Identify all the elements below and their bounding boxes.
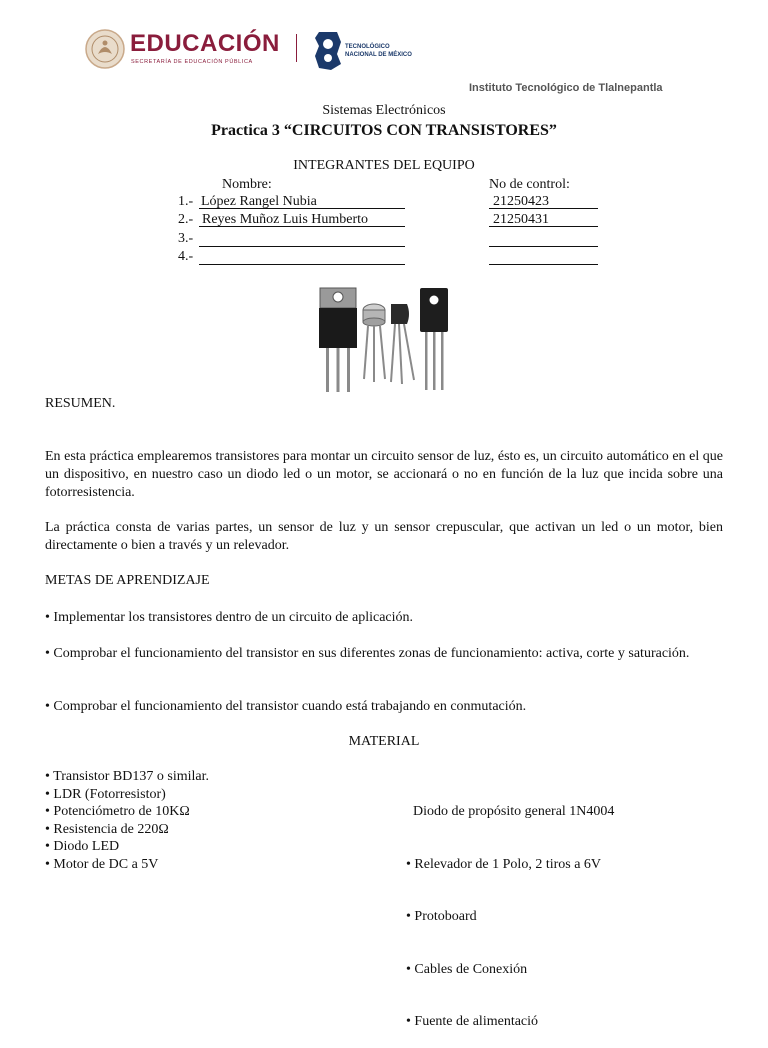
material-item: • Transistor BD137 o similar. xyxy=(45,769,209,784)
member-control: 21250431 xyxy=(489,212,598,227)
resumen-paragraph-2: La práctica consta de varias partes, un sensor de luz y un sensor crepuscular, que activan un led o un motor, bien directamente o bien a través y un relevador. xyxy=(45,520,723,553)
member-name: Reyes Muñoz Luis Humberto xyxy=(199,212,405,227)
sep-logo xyxy=(84,26,284,74)
logo-text: EDUCACIÓN xyxy=(130,30,280,57)
team-heading: INTEGRANTES DEL EQUIPO xyxy=(293,158,475,173)
member-control xyxy=(489,249,598,265)
to220-transistor-icon xyxy=(319,288,357,392)
resumen-paragraph-1: En esta práctica emplearemos transistores para montar un circuito sensor de luz, ésto es, un circuito automático en el que un dispositivo, en nuestro caso un diodo led o un motor, se accionará o no en función de la luz que incida sobre una fotorresistencia. xyxy=(45,449,723,500)
metas-heading: METAS DE APRENDIZAJE xyxy=(45,573,210,588)
member-control xyxy=(489,231,598,247)
tec-line-1: TECNOLÓGICO xyxy=(345,44,390,50)
tecnm-gear-icon xyxy=(313,28,343,72)
material-item: • Cables de Conexión xyxy=(406,961,528,977)
material-list-right xyxy=(406,768,736,1048)
metal-can-transistor-icon xyxy=(363,304,385,382)
meta-item-2: • Comprobar el funcionamiento del transistor en sus diferentes zonas de funcionamiento: activa, corte y saturación. xyxy=(45,646,690,661)
material-item: • Relevador de 1 Polo, 2 tiros a 6V xyxy=(406,856,602,872)
control-column-header: No de control: xyxy=(489,177,570,192)
tecnm-logo xyxy=(313,28,423,72)
material-item: • LDR (Fotorresistor) xyxy=(45,786,166,802)
material-item: • Fuente de alimentació xyxy=(406,1014,539,1029)
member-name xyxy=(199,249,405,265)
transistors-image xyxy=(315,284,455,394)
tec-line-2: NACIONAL DE MÉXICO xyxy=(345,52,412,58)
eagle-seal-icon xyxy=(84,28,126,70)
name-column-header: Nombre: xyxy=(222,177,272,192)
material-item: • Protoboard xyxy=(406,909,477,924)
resumen-heading: RESUMEN. xyxy=(45,396,116,411)
page-title: Practica 3 “CIRCUITOS CON TRANSISTORES” xyxy=(211,122,557,139)
row-number: 4.- xyxy=(178,249,194,264)
material-item: • Motor de DC a 5V xyxy=(45,856,159,872)
meta-item-3: • Comprobar el funcionamiento del transistor cuando está trabajando en conmutación. xyxy=(45,699,527,714)
row-number: 2.- xyxy=(178,212,194,227)
material-item: • Diodo LED xyxy=(45,839,120,854)
member-control: 21250423 xyxy=(489,194,598,209)
institute-name: Instituto Tecnológico de Tlalnepantla xyxy=(469,82,663,94)
material-heading: MATERIAL xyxy=(348,734,420,749)
header-divider xyxy=(296,34,297,62)
to92-transistor-icon xyxy=(391,304,414,384)
row-number: 3.- xyxy=(178,231,194,246)
member-name xyxy=(199,231,405,247)
logo-subtitle: SECRETARÍA DE EDUCACIÓN PÚBLICA xyxy=(131,59,253,65)
member-name: López Rangel Nubia xyxy=(199,194,405,209)
to126-transistor-icon xyxy=(420,288,448,390)
material-list-left xyxy=(45,768,375,873)
material-item: Diodo de propósito general 1N4004 xyxy=(406,804,615,819)
meta-item-1: • Implementar los transistores dentro de un circuito de aplicación. xyxy=(45,610,414,625)
course-name: Sistemas Electrónicos xyxy=(322,103,446,118)
material-item: • Resistencia de 220Ω xyxy=(45,821,169,837)
row-number: 1.- xyxy=(178,194,194,209)
material-item: • Potenciómetro de 10KΩ xyxy=(45,804,190,819)
